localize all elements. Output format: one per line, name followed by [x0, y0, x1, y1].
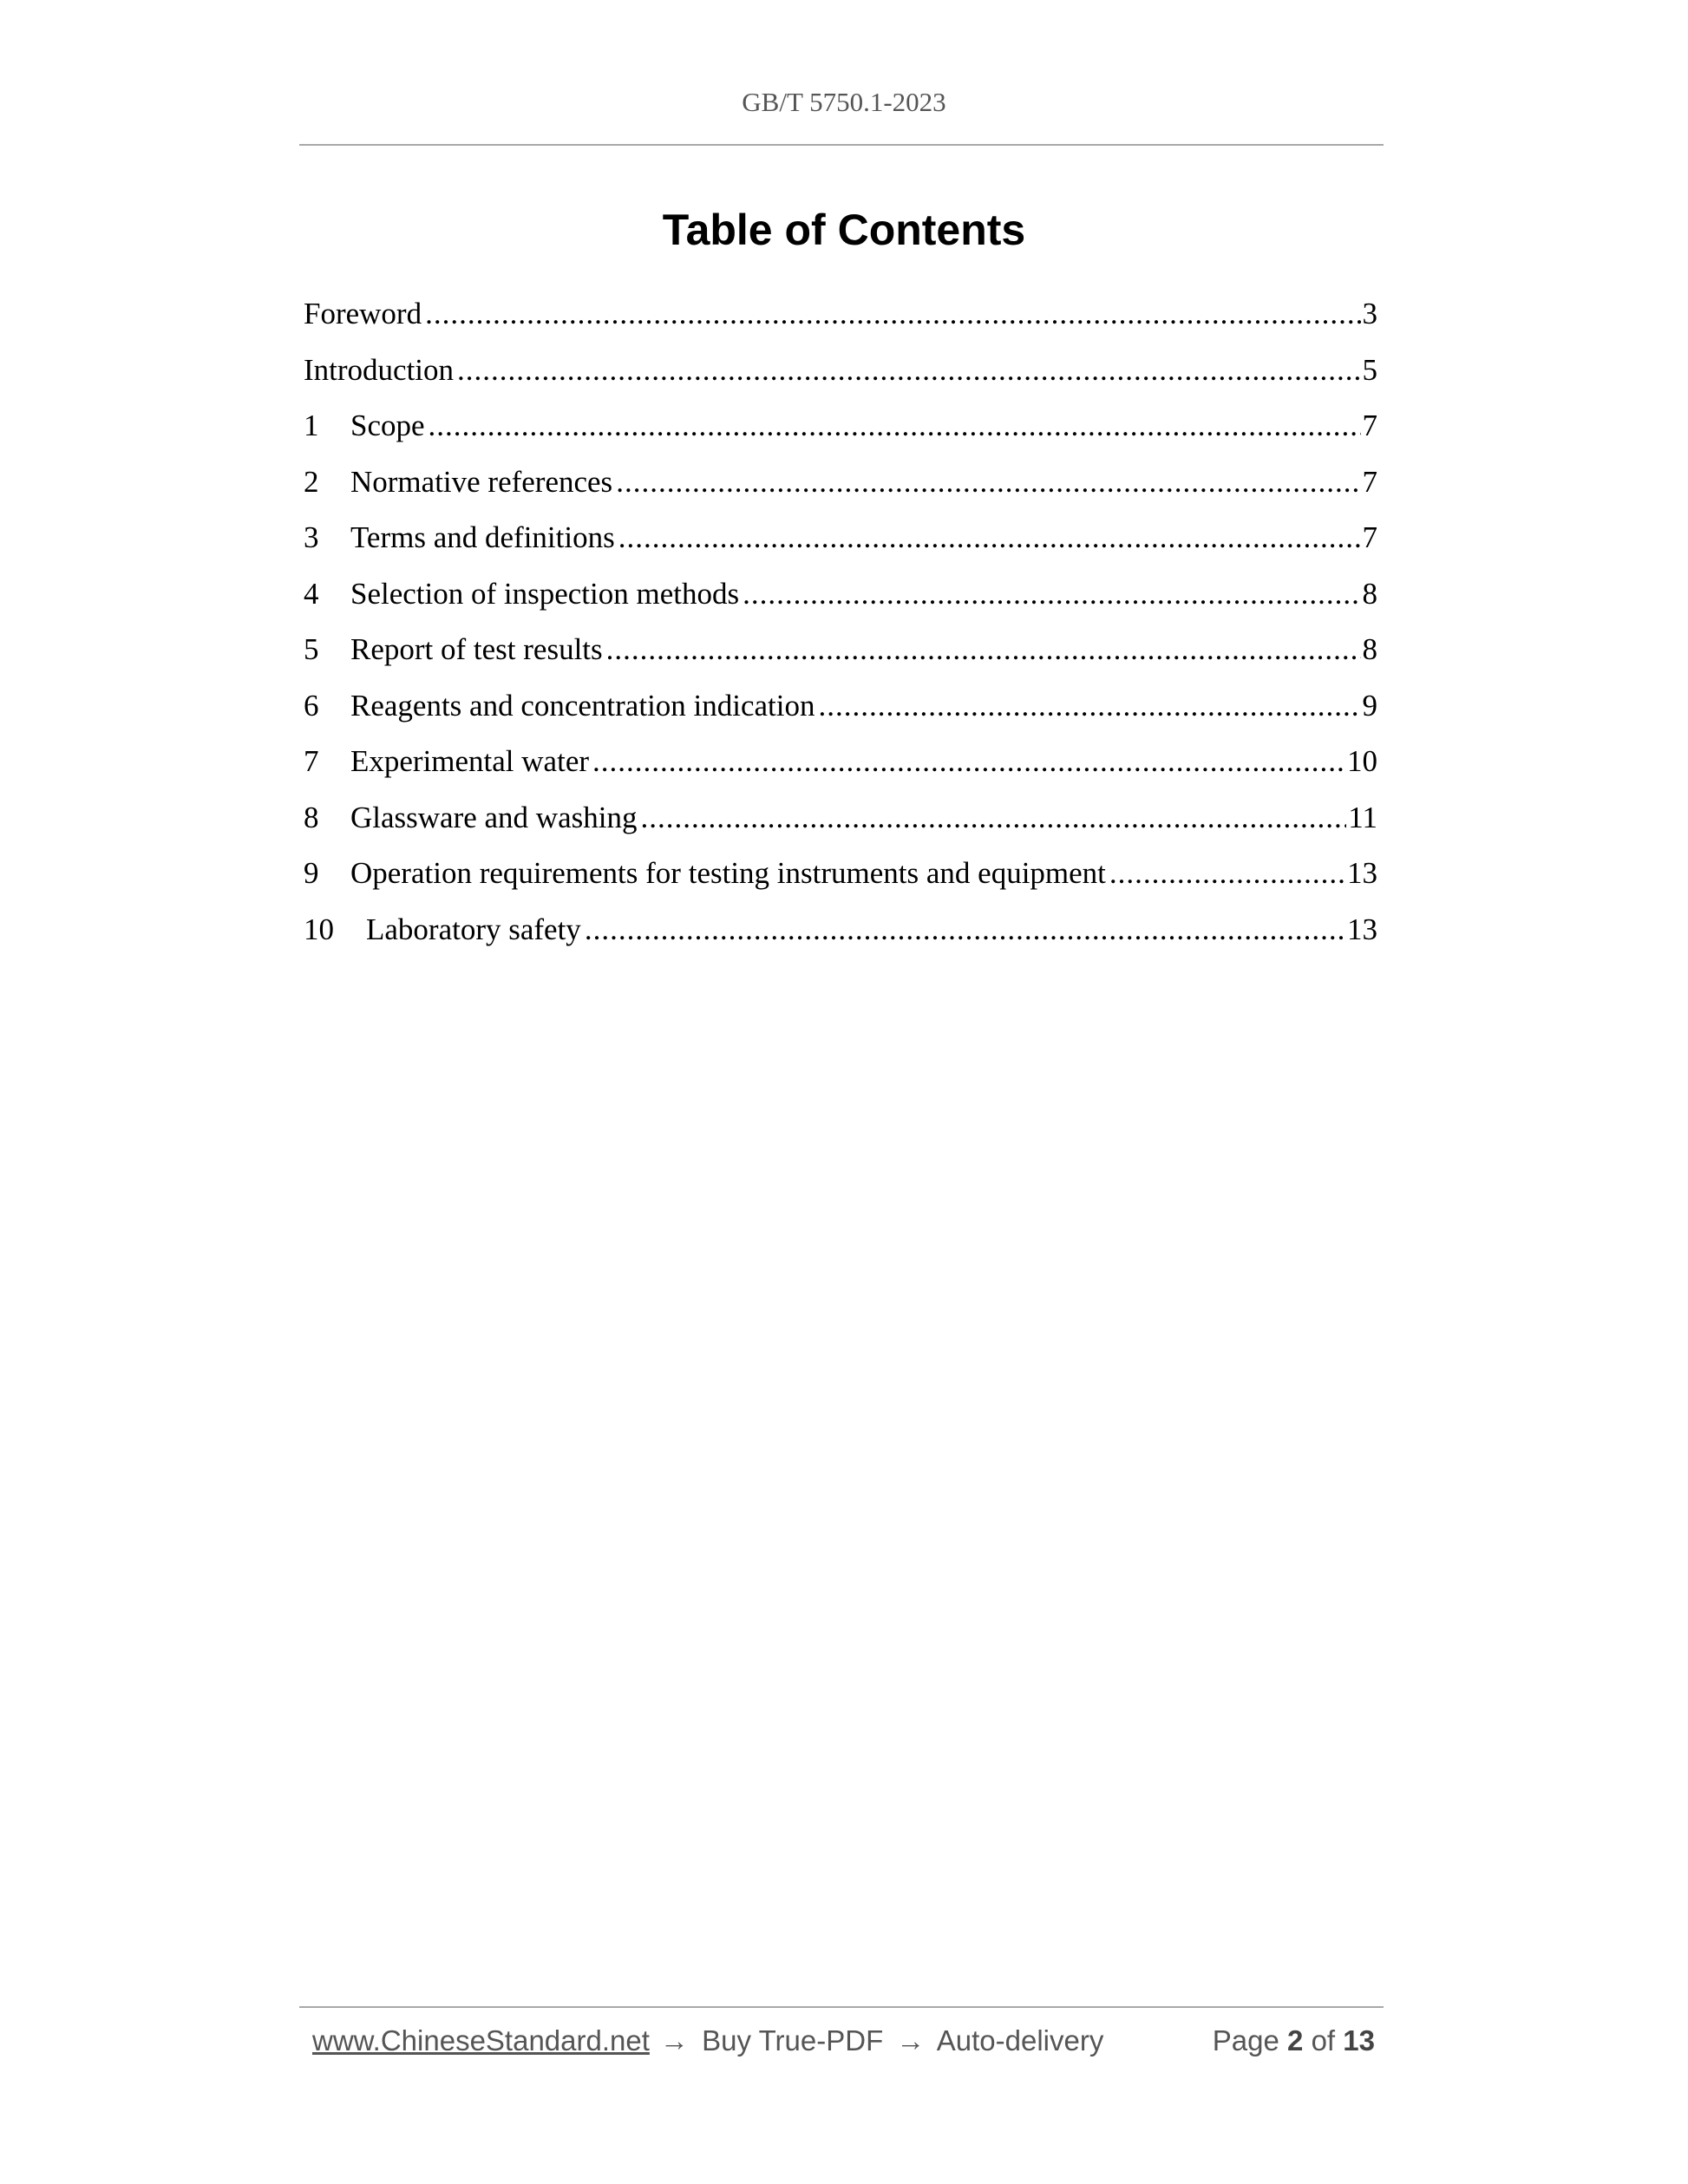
- toc-entry-number: 5: [304, 632, 319, 666]
- toc-entry-page: 3: [1362, 297, 1377, 330]
- page-indicator: [1213, 2024, 1375, 2057]
- toc-entry-page: 13: [1347, 856, 1377, 890]
- toc-entry-operation-requirements[interactable]: [304, 846, 1377, 902]
- toc-entry-page: 7: [1362, 409, 1377, 442]
- toc-dot-leader: [592, 734, 1345, 790]
- toc-entry-scope[interactable]: [304, 398, 1377, 454]
- toc-entry-label: Selection of inspection methods: [350, 576, 740, 611]
- toc-entry-laboratory-safety[interactable]: [304, 902, 1377, 958]
- toc-entry-introduction[interactable]: [304, 343, 1377, 399]
- toc-entry-label: Introduction: [304, 352, 455, 387]
- toc-dot-leader: [616, 454, 1360, 511]
- toc-dot-leader: [606, 622, 1361, 678]
- toc-entry-label: Experimental water: [350, 744, 590, 778]
- toc-title: Table of Contents: [662, 206, 1026, 254]
- toc-entry-label: Laboratory safety: [366, 912, 581, 946]
- toc-entry-label: Foreword: [304, 297, 422, 330]
- toc-entry-number: 6: [304, 688, 319, 723]
- toc-entry-label: Operation requirements for testing instruments and equipment: [350, 856, 1106, 890]
- table-of-contents: [304, 286, 1377, 958]
- toc-entry-page: 7: [1362, 520, 1377, 554]
- toc-entry-page: 8: [1362, 576, 1377, 611]
- toc-entry-label: Reagents and concentration indication: [350, 688, 815, 723]
- toc-dot-leader: [429, 398, 1361, 454]
- arrow-right-icon: →: [660, 2024, 689, 2056]
- footer-promo: [655, 2024, 1103, 2057]
- toc-entry-number: 9: [304, 856, 319, 890]
- header-divider: [299, 144, 1384, 146]
- chinesestandard-link[interactable]: www.ChineseStandard.net: [312, 2024, 650, 2056]
- toc-dot-leader: [425, 286, 1360, 343]
- toc-entry-page: 13: [1347, 912, 1377, 946]
- page-of-label: of: [1311, 2024, 1336, 2056]
- toc-entry-label: Normative references: [350, 464, 613, 499]
- auto-delivery-text: Auto-delivery: [936, 2024, 1104, 2056]
- toc-entry-selection-of-inspection-methods[interactable]: [304, 566, 1377, 623]
- page-footer: [312, 2024, 1375, 2068]
- toc-dot-leader: [819, 678, 1361, 735]
- toc-entry-report-of-test-results[interactable]: [304, 622, 1377, 678]
- toc-dot-leader: [618, 510, 1361, 566]
- toc-entry-normative-references[interactable]: [304, 454, 1377, 511]
- current-page-number: 2: [1287, 2024, 1304, 2056]
- toc-entry-foreword[interactable]: [304, 286, 1377, 343]
- toc-entry-page: 7: [1362, 464, 1377, 499]
- toc-entry-glassware-and-washing[interactable]: [304, 790, 1377, 847]
- toc-entry-page: 8: [1362, 632, 1377, 666]
- toc-entry-number: 2: [304, 464, 319, 499]
- toc-entry-number: 7: [304, 744, 319, 778]
- toc-dot-leader: [1109, 846, 1345, 902]
- toc-entry-number: 10: [304, 912, 334, 946]
- total-pages-number: 13: [1343, 2024, 1375, 2056]
- toc-dot-leader: [743, 566, 1360, 623]
- toc-dot-leader: [640, 790, 1346, 847]
- buy-true-pdf-text: Buy True-PDF: [702, 2024, 884, 2056]
- toc-entry-terms-and-definitions[interactable]: [304, 510, 1377, 566]
- toc-entry-page: 11: [1348, 800, 1377, 834]
- toc-entry-page: 10: [1347, 744, 1377, 778]
- footer-divider: [299, 2006, 1384, 2008]
- toc-dot-leader: [457, 343, 1360, 399]
- document-id-header: GB/T 5750.1-2023: [742, 87, 946, 117]
- toc-entry-experimental-water[interactable]: [304, 734, 1377, 790]
- toc-entry-label: Terms and definitions: [350, 520, 615, 554]
- toc-entry-page: 5: [1362, 352, 1377, 387]
- toc-entry-number: 1: [304, 409, 319, 442]
- toc-entry-number: 4: [304, 576, 319, 611]
- toc-entry-page: 9: [1362, 688, 1377, 723]
- toc-entry-label: Glassware and washing: [350, 800, 638, 834]
- arrow-right-icon: →: [896, 2024, 926, 2056]
- toc-entry-number: 3: [304, 520, 319, 554]
- page-label: Page: [1212, 2024, 1279, 2056]
- toc-entry-reagents-and-concentration[interactable]: [304, 678, 1377, 735]
- toc-dot-leader: [585, 902, 1345, 958]
- toc-entry-label: Scope: [350, 409, 425, 442]
- toc-entry-number: 8: [304, 800, 319, 834]
- toc-entry-label: Report of test results: [350, 632, 603, 666]
